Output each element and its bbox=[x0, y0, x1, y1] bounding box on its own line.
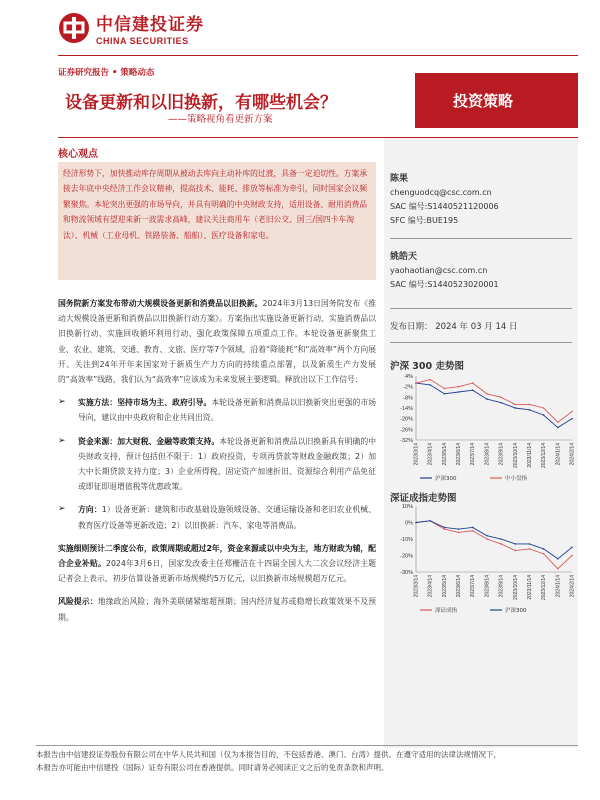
analyst-name: 姚皓天 bbox=[390, 252, 418, 262]
y-tick-label: 0% bbox=[405, 520, 413, 527]
data-point bbox=[444, 528, 446, 530]
data-point bbox=[557, 421, 559, 423]
x-tick-label: 2023/6/14 bbox=[456, 575, 463, 598]
data-point bbox=[500, 543, 502, 545]
data-point bbox=[472, 530, 474, 532]
y-tick-label: -32% bbox=[400, 438, 413, 444]
x-tick-label: 2023/4/14 bbox=[427, 443, 434, 466]
footer-divider bbox=[36, 745, 578, 746]
x-tick-label: 2023/6/14 bbox=[456, 443, 463, 466]
data-point bbox=[472, 382, 474, 384]
x-tick-label: 2023/3/14 bbox=[413, 443, 420, 466]
y-tick-label: -2% bbox=[403, 384, 413, 391]
data-point bbox=[444, 393, 446, 395]
x-tick-label: 2023/3/14 bbox=[413, 575, 420, 598]
data-point bbox=[429, 384, 431, 386]
legend-label: 沪深300 bbox=[435, 476, 457, 482]
header-divider bbox=[58, 55, 578, 56]
analyst-divider bbox=[390, 308, 572, 309]
y-tick-label: 4% bbox=[405, 374, 413, 380]
data-point bbox=[543, 553, 545, 555]
logo-name-cn: 中信建投证券 bbox=[96, 15, 204, 35]
data-point bbox=[458, 386, 460, 388]
data-point bbox=[429, 379, 431, 381]
data-point bbox=[529, 404, 531, 406]
signal-list bbox=[58, 395, 376, 533]
data-point bbox=[557, 558, 559, 560]
x-tick-label: 2023/9/14 bbox=[498, 575, 505, 598]
data-point bbox=[486, 538, 488, 540]
core-view-heading: 核心观点 bbox=[58, 149, 98, 160]
series-line-1 bbox=[416, 383, 572, 427]
disclaimer-footer bbox=[0, 748, 600, 800]
list-item-text: 1）设备更新：建筑和市政基础设施领域设备、交通运输设备和老旧农业机械、教育医疗设备等更新改造；2）以旧换新：汽车、家电等消费品。 bbox=[78, 505, 376, 530]
data-point bbox=[472, 527, 474, 529]
analyst-sac: SAC 编号:S1440523020001 bbox=[390, 280, 499, 289]
analyst-name: 陈果 bbox=[390, 174, 409, 184]
logo-mark-icon bbox=[58, 12, 90, 44]
x-tick-label: 2024/2/14 bbox=[569, 575, 576, 598]
data-point bbox=[486, 398, 488, 400]
analyst-email[interactable]: yaohaotian@csc.com.cn bbox=[390, 266, 488, 275]
list-item bbox=[58, 502, 376, 532]
analyst-email[interactable]: chenguodcq@csc.com.cn bbox=[390, 188, 492, 197]
chart-2-svg bbox=[390, 502, 576, 616]
x-tick-label: 2023/5/14 bbox=[441, 575, 448, 598]
data-point bbox=[500, 397, 502, 399]
x-tick-label: 2023/11/14 bbox=[526, 443, 533, 468]
data-point bbox=[458, 528, 460, 530]
legend-label: 中小盘指 bbox=[505, 476, 528, 482]
y-tick-label: -26% bbox=[400, 427, 413, 434]
data-point bbox=[571, 411, 573, 413]
data-point bbox=[514, 404, 516, 406]
x-tick-label: 2023/12/14 bbox=[541, 575, 548, 601]
para1-text: 2024年3月13日国务院发布《推动大规模设备更新和消费品以旧换新行动方案》。方案指出实施设备更新行动、实施消费品以旧换新行动、实施回收循环利用行动、强化政策保障五项重点工作。本轮设备更新聚焦工业、农业、建筑、交通、教育、文旅、医疗等7个领域，沿着“降能耗”和“高效率”两个方向展开。关注到24年开年来国家对于新质生产力方向的持续重点部署，以及新质生产力发展的“高效率”线路，我们认为“高效率”应该成为未来发展主要逻辑。释放出以下工作信号： bbox=[58, 299, 376, 385]
y-tick-label: -30% bbox=[400, 570, 413, 576]
data-point bbox=[444, 527, 446, 529]
para2-lead: 实施细则预计二季度公布，政策周期或超过2年，资金来源或以中央为主，地方财政为辅，配合企业补贴。 bbox=[58, 543, 376, 569]
analyst-1 bbox=[390, 172, 499, 228]
data-point bbox=[458, 391, 460, 393]
list-item-text: 本轮设备更新和消费品以旧换新具有明确的中央财政支持，预计包括但不限于：1）政府投资，专项再贷款等财政金融政策；2）加大中长期贷款支持力度；3）企业所得税、固定资产加速折旧、资源综合利用产品免征或即征即退增值税等优惠政策。 bbox=[78, 436, 377, 492]
core-view-text: 经济形势下，加快推动库存周期从被动去库向主动补库的过渡，具备一定迫切性。方案承接去年底中央经济工作会议精神，提高技术、能耗、排放等标准为牵引，同时国家会议频繁聚焦。本轮突出更强的市场导向，并具有明确的中央财政支持，适用设备、耐用消费品和物流领域有望迎来新一波需求高峰，建议关注商用车（老旧公交、国三/国四卡车淘汰）、机械（工业母机、铁路装备、船舶）、医疗设备和家电。 bbox=[63, 169, 368, 240]
y-tick-label: -8% bbox=[403, 395, 413, 402]
x-tick-label: 2024/1/14 bbox=[555, 575, 562, 598]
risk-text: 地缘政治风险；海外美联储紧缩超预期；国内经济复苏或稳增长政策效果不及预期。 bbox=[58, 597, 377, 622]
x-tick-label: 2023/11/14 bbox=[526, 575, 533, 600]
para2-text: 2024年3月6日，国家发改委主任郑栅洁在十四届全国人大二次会议经济主题记者会上表示，初步估算设备更新市场规模约5万亿元，以旧换新市场规模超万亿元。 bbox=[58, 559, 377, 584]
data-point bbox=[500, 538, 502, 540]
data-point bbox=[415, 522, 417, 524]
body-paragraph-1 bbox=[58, 296, 376, 387]
publish-date: 发布日期： 2024 年 03 月 14 日 bbox=[390, 322, 518, 332]
data-point bbox=[543, 407, 545, 409]
data-point bbox=[571, 546, 573, 548]
data-point bbox=[514, 407, 516, 409]
chart-1-svg bbox=[390, 372, 576, 484]
core-view-box bbox=[58, 162, 376, 280]
chart-2 bbox=[390, 502, 576, 616]
list-item bbox=[58, 395, 376, 425]
main-body bbox=[58, 296, 376, 625]
data-point bbox=[486, 535, 488, 537]
analyst-sac: SAC 编号:S1440521120006 bbox=[390, 202, 499, 211]
x-tick-label: 2023/12/14 bbox=[541, 443, 548, 469]
data-point bbox=[571, 555, 573, 557]
data-point bbox=[500, 402, 502, 404]
report-title: 设备更新和以旧换新，有哪些机会？ bbox=[65, 93, 337, 113]
x-tick-label: 2024/2/14 bbox=[569, 443, 576, 466]
x-tick-label: 2023/7/14 bbox=[470, 575, 477, 598]
logo-name-en: CHINA SECURITIES bbox=[96, 36, 189, 46]
x-tick-label: 2024/1/14 bbox=[555, 443, 562, 466]
y-tick-label: 10% bbox=[401, 504, 413, 510]
list-item-lead: 实施方法：坚持市场为主、政府引导。 bbox=[78, 398, 212, 408]
body-paragraph-2 bbox=[58, 541, 376, 587]
legend-label: 沪深300 bbox=[505, 608, 527, 614]
report-subtitle: ——策略视角看更新方案 bbox=[168, 114, 273, 125]
data-point bbox=[444, 388, 446, 390]
chart-2-title: 深证成指走势图 bbox=[390, 493, 457, 504]
data-point bbox=[486, 393, 488, 395]
x-tick-label: 2023/5/14 bbox=[441, 443, 448, 466]
disclaimer-line-2: 本报告亦可能由中信建投（国际）证券有限公司在香港提供。同时请务必阅读正文之后的免责条款和声明。 bbox=[36, 763, 389, 772]
x-tick-label: 2023/4/14 bbox=[427, 575, 434, 598]
data-point bbox=[514, 550, 516, 552]
y-tick-label: -14% bbox=[400, 406, 413, 412]
analyst-sfc: SFC 编号:BUE195 bbox=[390, 216, 459, 225]
data-point bbox=[529, 409, 531, 411]
data-point bbox=[529, 548, 531, 550]
x-tick-label: 2023/7/14 bbox=[470, 443, 477, 466]
chart-1-title: 沪深 300 走势图 bbox=[390, 361, 464, 372]
category-label: 投资策略 bbox=[453, 92, 514, 110]
x-tick-label: 2023/8/14 bbox=[484, 575, 491, 598]
x-tick-label: 2023/10/14 bbox=[512, 443, 519, 469]
data-point bbox=[557, 568, 559, 570]
data-point bbox=[543, 548, 545, 550]
data-point bbox=[557, 427, 559, 429]
breadcrumb: 证券研究报告 • 策略动态 bbox=[58, 68, 155, 78]
data-point bbox=[529, 543, 531, 545]
date-divider bbox=[390, 342, 572, 343]
risk-lead: 风险提示： bbox=[58, 597, 98, 607]
x-tick-label: 2023/10/14 bbox=[512, 575, 519, 601]
x-tick-label: 2023/8/14 bbox=[484, 443, 491, 466]
data-point bbox=[458, 532, 460, 534]
list-item-lead: 方向： bbox=[78, 505, 102, 515]
data-point bbox=[514, 543, 516, 545]
x-tick-label: 2023/9/14 bbox=[498, 443, 505, 466]
para1-lead: 国务院新方案发布带动大规模设备更新和消费品以旧换新。 bbox=[58, 299, 263, 308]
list-item-text: 本轮设备更新和消费品以旧换新突出更强的市场导向，建议由中央政府和企业共同出资。 bbox=[78, 398, 377, 423]
series-line-1 bbox=[416, 521, 572, 569]
list-item-lead: 资金来源：加大财税、金融等政策支持。 bbox=[78, 436, 220, 446]
list-item bbox=[58, 434, 376, 495]
risk-warning bbox=[58, 594, 376, 624]
legend-label: 深证成指 bbox=[435, 608, 458, 614]
data-point bbox=[472, 389, 474, 391]
data-point bbox=[429, 520, 431, 522]
y-tick-label: -10% bbox=[400, 537, 413, 543]
disclaimer-line-1: 本报告由中信建投证券股份有限公司在中华人民共和国（仅为本报告目的，不包括香港、澳门、台湾）提供。在遵守适用的法律法规情况下， bbox=[36, 750, 501, 759]
analyst-2 bbox=[390, 250, 499, 292]
chart-1 bbox=[390, 372, 576, 484]
analyst-divider bbox=[390, 238, 572, 239]
data-point bbox=[415, 382, 417, 384]
category-banner bbox=[415, 73, 578, 128]
data-point bbox=[571, 418, 573, 420]
y-tick-label: -20% bbox=[400, 416, 413, 423]
y-tick-label: -20% bbox=[400, 553, 413, 560]
data-point bbox=[543, 414, 545, 416]
company-logo bbox=[58, 10, 204, 46]
